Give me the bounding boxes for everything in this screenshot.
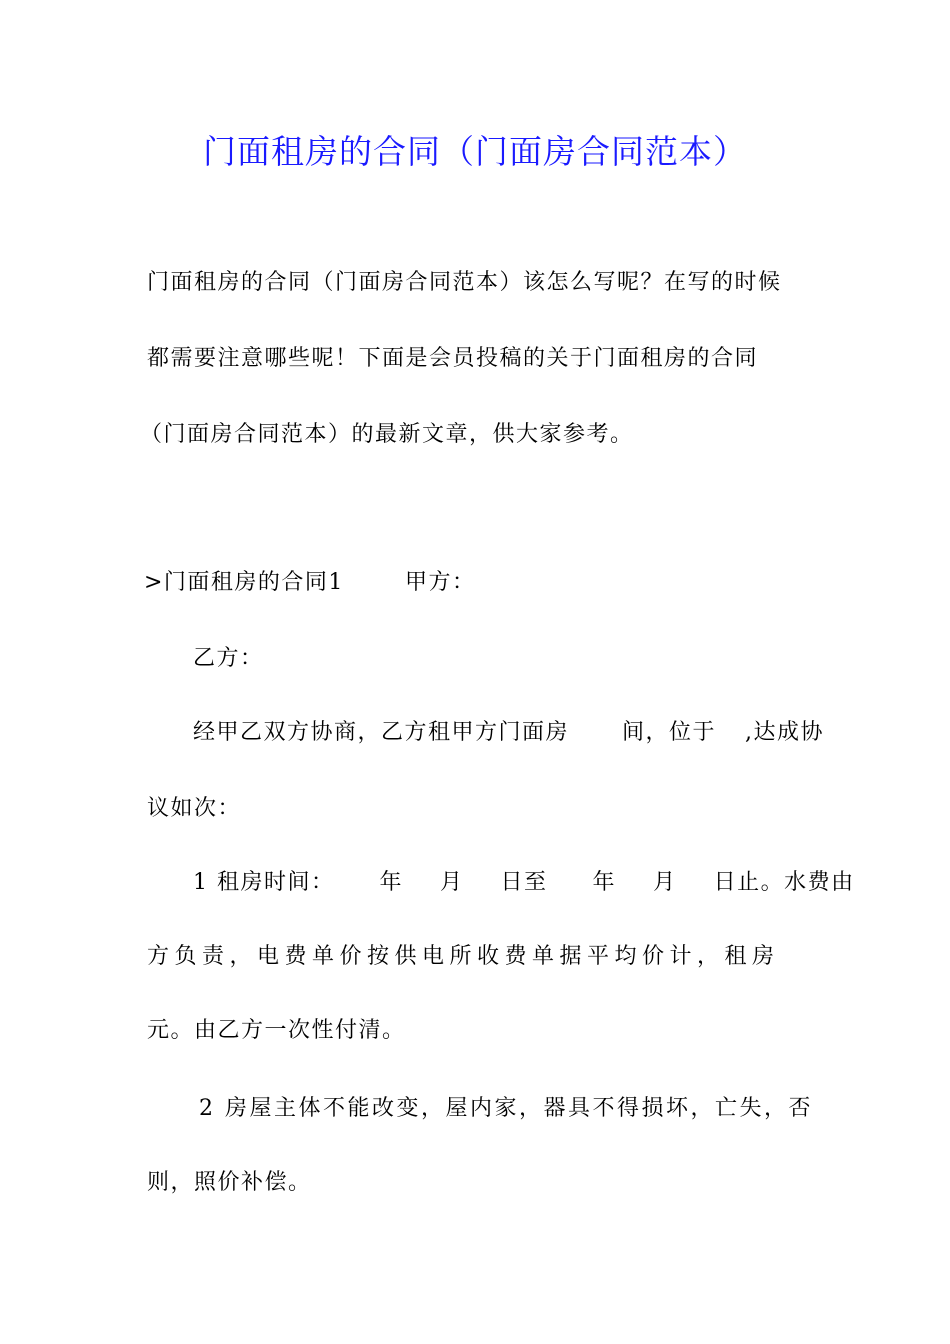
section-heading-line [144, 568, 804, 598]
clause1-line-2: 方负责，电费单价按供电所收费单据平均价计，租房 [147, 944, 780, 969]
clause1-tail: 日止。水费由 [713, 870, 855, 895]
clause1-month1: 月 [440, 870, 464, 895]
clause1-month2: 月 [653, 870, 677, 895]
agreement-text-2: 间，位于 [622, 720, 717, 745]
clause1-year2: 年 [592, 870, 617, 895]
clause1-year1: 年 [379, 870, 404, 895]
section-heading: >门面租房的合同1 [144, 570, 344, 595]
agreement-text-3: ,达成协 [745, 720, 825, 745]
document-title: 门面租房的合同（门面房合同范本） [203, 132, 747, 171]
clause1-day1: 日至 [500, 870, 548, 895]
clause2-line-1: 2 房屋主体不能改变，屋内家，器具不得损坏，亡失，否 [199, 1096, 813, 1121]
clause2-line-2: 则，照价补偿。 [147, 1170, 312, 1195]
agreement-text-1: 经甲乙双方协商，乙方租甲方门面房 [193, 720, 570, 745]
agreement-line-2: 议如次： [147, 796, 242, 821]
intro-line-3: （门面房合同范本）的最新文章，供大家参考。 [140, 422, 634, 447]
intro-line-2: 都需要注意哪些呢！下面是会员投稿的关于门面租房的合同 [147, 346, 759, 371]
agreement-line-1 [193, 718, 825, 748]
party-a-label: 甲方： [404, 570, 476, 595]
clause1-line-3: 元。由乙方一次性付清。 [147, 1018, 406, 1043]
clause1-line-1 [193, 868, 855, 898]
clause1-part1: 1 租房时间： [193, 870, 335, 895]
intro-line-1: 门面租房的合同（门面房合同范本）该怎么写呢？在写的时候 [147, 270, 782, 295]
party-b-label: 乙方： [193, 646, 264, 671]
